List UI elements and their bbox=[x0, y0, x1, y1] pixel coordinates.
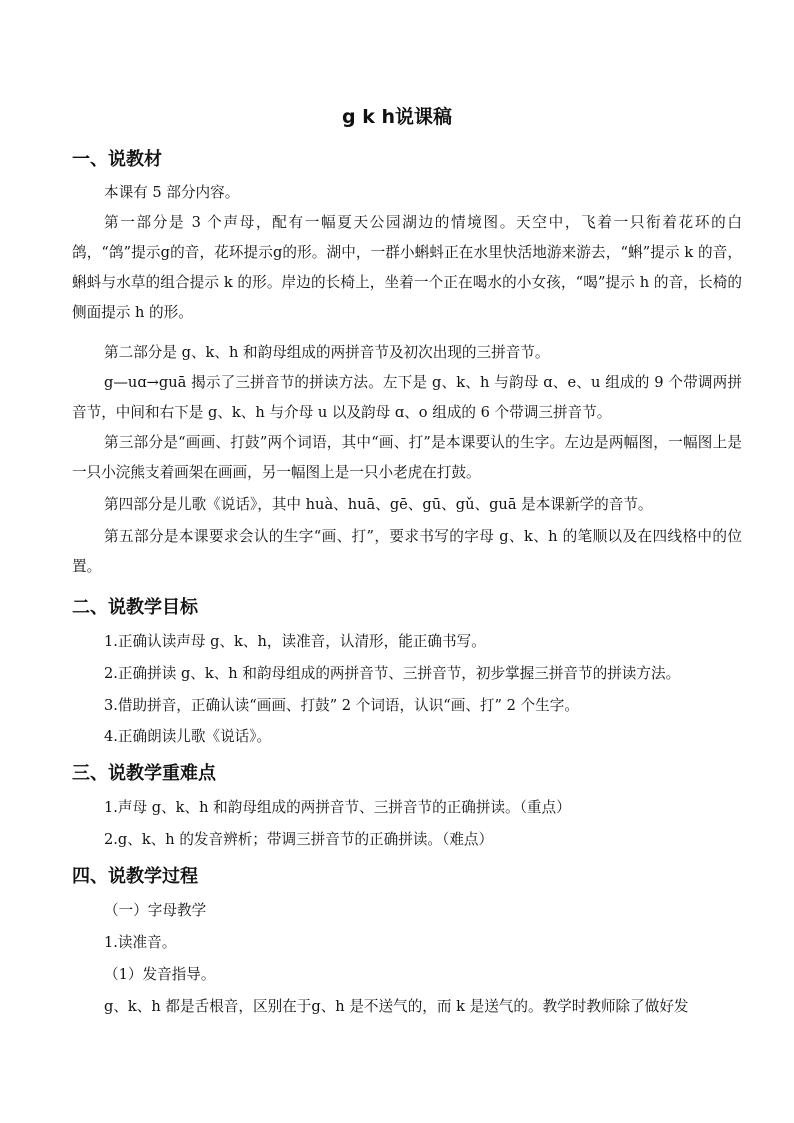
goal-item: 2.正确拼读 g、k、h 和韵母组成的两拼音节、三拼音节，初步掌握三拼音节的拼读方法。 bbox=[104, 665, 681, 682]
section-heading-textbook: 一、说教材 bbox=[72, 149, 162, 170]
process-step: （1）发音指导。 bbox=[104, 966, 216, 983]
paragraph: 第五部分是本课要求会认的生字“画、打”，要求书写的字母 g、k、h 的笔顺以及在四线格中的位置。 bbox=[72, 528, 742, 575]
section-heading-goals: 二、说教学目标 bbox=[72, 597, 198, 618]
paragraph: 第三部分是“画画、打鼓”两个词语，其中“画、打”是本课要认的生字。左边是两幅图，一幅图上是一只小浣熊支着画架在画画，另一幅图上是一只小老虎在打鼓。 bbox=[72, 434, 742, 481]
paragraph: 第二部分是 g、k、h 和韵母组成的两拼音节及初次出现的三拼音节。 bbox=[104, 344, 550, 361]
process-text: g、k、h 都是舌根音，区别在于g、h 是不送气的，而 k 是送气的。教学时教师除了做好发 bbox=[104, 998, 689, 1015]
key-point-item: 1.声母 g、k、h 和韵母组成的两拼音节、三拼音节的正确拼读。（重点） bbox=[104, 799, 571, 816]
goal-item: 4.正确朗读儿歌《说话》。 bbox=[104, 728, 272, 745]
page-title: g k h说课稿 bbox=[342, 106, 452, 128]
goal-item: 3.借助拼音，正确认读“画画、打鼓” 2 个词语，认识“画、打” 2 个生字。 bbox=[104, 697, 579, 714]
process-subheading: （一）字母教学 bbox=[104, 902, 207, 919]
paragraph: g—uɑ→guā 揭示了三拼音节的拼读方法。左下是 g、k、h 与韵母 ɑ、e、u 组成的 9 个带调两拼音节，中间和右下是 g、k、h 与介母 u 以及韵母 ɑ、o 组成的 6 个带调三拼音节。 bbox=[72, 374, 742, 421]
goal-item: 1.正确认读声母 g、k、h，读准音，认清形，能正确书写。 bbox=[104, 633, 486, 650]
process-step: 1.读准音。 bbox=[104, 934, 177, 951]
paragraph: 第四部分是儿歌《说话》，其中 huà、huā、gē、gū、gǔ、guā 是本课新学的音节。 bbox=[104, 496, 653, 513]
key-point-item: 2.g、k、h 的发音辨析；带调三拼音节的正确拼读。（难点） bbox=[104, 831, 494, 848]
section-heading-process: 四、说教学过程 bbox=[72, 866, 198, 887]
section-heading-key-points: 三、说教学重难点 bbox=[72, 763, 216, 784]
paragraph: 第一部分是 3 个声母，配有一幅夏天公园湖边的情境图。天空中，飞着一只衔着花环的白鸽，“鸽”提示g的音，花环提示g的形。湖中，一群小蝌蚪正在水里快活地游来游去，“蝌”提示 k 的音，蝌蚪与水草的组合提示 k 的形。岸边的长椅上，坐着一个正在喝水的小女孩，“喝”提示 h 的音，长椅的侧面提示 h 的形。 bbox=[72, 214, 742, 321]
paragraph: 本课有 5 部分内容。 bbox=[104, 184, 240, 201]
